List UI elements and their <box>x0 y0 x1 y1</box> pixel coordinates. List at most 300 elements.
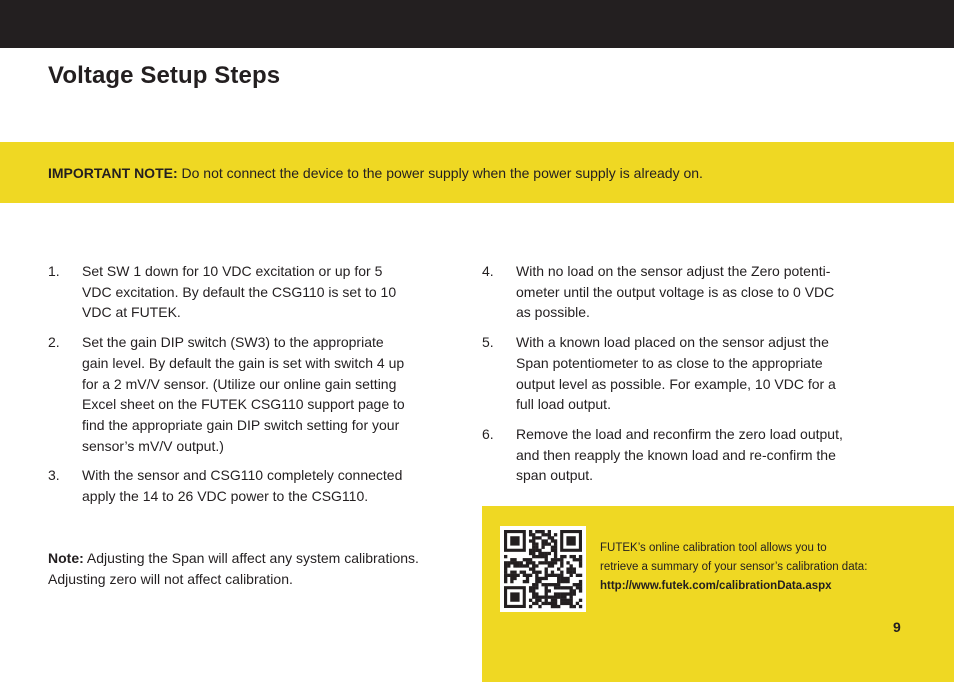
qr-module <box>510 580 513 583</box>
qr-module <box>507 561 510 564</box>
qr-module <box>551 564 554 567</box>
qr-module <box>516 574 519 577</box>
qr-module <box>529 530 532 533</box>
qr-module <box>551 571 554 574</box>
qr-module <box>535 596 538 599</box>
step-item <box>48 332 448 456</box>
qr-module <box>579 561 582 564</box>
qr-module <box>535 542 538 545</box>
qr-module <box>560 577 563 580</box>
step-number: 2. <box>48 334 60 351</box>
qr-module <box>532 592 535 595</box>
qr-module <box>504 580 507 583</box>
qr-module <box>507 564 510 567</box>
qr-module <box>548 530 551 533</box>
qr-module <box>554 549 557 552</box>
qr-code-icon[interactable] <box>500 526 586 612</box>
qr-module <box>566 599 569 602</box>
qr-module <box>545 571 548 574</box>
qr-module <box>576 602 579 605</box>
qr-module <box>535 599 538 602</box>
qr-module <box>532 542 535 545</box>
qr-module <box>541 533 544 536</box>
qr-module <box>523 564 526 567</box>
qr-module <box>504 571 507 574</box>
qr-module <box>541 596 544 599</box>
qr-module <box>545 596 548 599</box>
qr-module <box>563 599 566 602</box>
qr-module <box>510 558 513 561</box>
qr-module <box>576 558 579 561</box>
qr-module <box>507 574 510 577</box>
qr-module <box>532 552 535 555</box>
qr-module <box>510 561 513 564</box>
qr-module <box>557 577 560 580</box>
qr-module <box>535 580 538 583</box>
qr-module <box>535 549 538 552</box>
qr-module <box>579 574 582 577</box>
step-text-line: full load output. <box>516 396 611 413</box>
qr-module <box>557 583 560 586</box>
qr-module <box>523 571 526 574</box>
qr-module <box>532 596 535 599</box>
qr-module <box>504 555 507 558</box>
span-note-lead: Note: <box>48 550 84 566</box>
qr-module <box>545 599 548 602</box>
qr-module <box>551 602 554 605</box>
qr-module <box>570 592 573 595</box>
qr-module <box>554 599 557 602</box>
qr-module <box>554 602 557 605</box>
qr-module <box>535 571 538 574</box>
qr-module <box>538 536 541 539</box>
span-note-line2: Adjusting zero will not affect calibration. <box>48 571 293 587</box>
qr-module <box>541 539 544 542</box>
qr-module <box>535 530 538 533</box>
qr-module <box>532 571 535 574</box>
qr-module <box>545 592 548 595</box>
qr-module <box>529 599 532 602</box>
qr-module <box>560 555 563 558</box>
qr-module <box>532 583 535 586</box>
qr-module <box>573 592 576 595</box>
qr-module <box>570 567 573 570</box>
qr-module <box>579 589 582 592</box>
qr-module <box>548 602 551 605</box>
qr-module <box>551 596 554 599</box>
qr-module <box>548 533 551 536</box>
qr-module <box>563 577 566 580</box>
step-text-line: Set SW 1 down for 10 VDC excitation or up for 5 <box>82 263 383 279</box>
qr-module <box>570 596 573 599</box>
qr-module <box>554 561 557 564</box>
qr-module <box>566 561 569 564</box>
qr-module <box>538 549 541 552</box>
qr-module <box>548 552 551 555</box>
step-item <box>482 424 882 486</box>
qr-module <box>548 561 551 564</box>
qr-module <box>513 564 516 567</box>
qr-module <box>532 549 535 552</box>
qr-module <box>557 605 560 608</box>
calibration-line1: FUTEK’s online calibration tool allows you to <box>600 542 827 554</box>
qr-module <box>579 580 582 583</box>
qr-module <box>579 599 582 602</box>
qr-module <box>551 574 554 577</box>
qr-module <box>563 586 566 589</box>
qr-module <box>504 567 507 570</box>
qr-module <box>554 596 557 599</box>
qr-module <box>563 555 566 558</box>
qr-module <box>554 586 557 589</box>
qr-module <box>573 558 576 561</box>
step-text-line: VDC excitation. By default the CSG110 is set to 10 <box>82 283 397 300</box>
qr-module <box>579 583 582 586</box>
qr-module <box>526 561 529 564</box>
step-number: 5. <box>482 334 494 351</box>
qr-module <box>579 558 582 561</box>
step-item <box>48 465 448 506</box>
step-text-line: Span potentiometer to as close to the appropriate <box>516 354 823 371</box>
qr-module <box>532 539 535 542</box>
qr-module <box>526 577 529 580</box>
qr-finder <box>566 536 575 545</box>
qr-module <box>532 586 535 589</box>
qr-module <box>520 564 523 567</box>
qr-module <box>566 602 569 605</box>
qr-module <box>535 555 538 558</box>
qr-module <box>560 561 563 564</box>
qr-module <box>520 571 523 574</box>
qr-module <box>576 583 579 586</box>
qr-module <box>541 561 544 564</box>
qr-module <box>513 574 516 577</box>
step-text-line: gain level. By default the gain is set with switch 4 up <box>82 354 405 371</box>
qr-module <box>573 583 576 586</box>
qr-module <box>529 558 532 561</box>
qr-module <box>526 580 529 583</box>
step-text-line: for a 2 mV/V sensor. (Utilize our online gain setting <box>82 375 397 392</box>
qr-module <box>566 577 569 580</box>
qr-module <box>563 592 566 595</box>
qr-module <box>529 605 532 608</box>
qr-module <box>554 539 557 542</box>
qr-module <box>529 586 532 589</box>
step-item <box>482 332 882 415</box>
qr-module <box>541 577 544 580</box>
qr-module <box>541 555 544 558</box>
qr-module <box>551 539 554 542</box>
qr-module <box>532 602 535 605</box>
qr-module <box>560 602 563 605</box>
qr-module <box>535 564 538 567</box>
top-bar <box>0 0 954 48</box>
qr-module <box>579 564 582 567</box>
qr-module <box>516 561 519 564</box>
qr-module <box>541 552 544 555</box>
qr-module <box>538 580 541 583</box>
qr-module <box>529 549 532 552</box>
qr-module <box>545 583 548 586</box>
steps-right-column <box>482 261 882 495</box>
qr-module <box>573 567 576 570</box>
qr-module <box>560 564 563 567</box>
qr-module <box>526 564 529 567</box>
qr-module <box>545 533 548 536</box>
qr-module <box>554 583 557 586</box>
step-number: 3. <box>48 467 60 484</box>
qr-module <box>570 586 573 589</box>
qr-module <box>545 539 548 542</box>
qr-module <box>541 542 544 545</box>
qr-module <box>560 580 563 583</box>
qr-module <box>545 567 548 570</box>
qr-module <box>548 542 551 545</box>
qr-module <box>551 536 554 539</box>
span-note-line1: Adjusting the Span will affect any system calibrations. <box>86 550 419 566</box>
qr-module <box>538 530 541 533</box>
qr-module <box>526 574 529 577</box>
qr-module <box>579 605 582 608</box>
step-text-line: as possible. <box>516 304 590 321</box>
step-text-line: Set the gain DIP switch (SW3) to the appropriate <box>82 334 384 351</box>
step-number: 4. <box>482 263 494 279</box>
qr-module <box>538 561 541 564</box>
span-note <box>48 548 468 590</box>
qr-module <box>545 561 548 564</box>
qr-module <box>554 542 557 545</box>
qr-module <box>541 602 544 605</box>
page-title: Voltage Setup Steps <box>48 62 281 89</box>
step-text-line: With the sensor and CSG110 completely connected <box>82 467 403 484</box>
qr-module <box>513 577 516 580</box>
qr-module <box>538 605 541 608</box>
calibration-url-link[interactable]: http://www.futek.com/calibrationData.aspx <box>600 580 832 592</box>
step-item <box>48 261 448 323</box>
qr-module <box>560 574 563 577</box>
qr-module <box>532 536 535 539</box>
qr-module <box>551 546 554 549</box>
qr-module <box>563 602 566 605</box>
qr-module <box>532 567 535 570</box>
qr-module <box>545 602 548 605</box>
qr-module <box>548 536 551 539</box>
qr-module <box>570 564 573 567</box>
qr-module <box>551 599 554 602</box>
qr-module <box>535 602 538 605</box>
qr-module <box>566 571 569 574</box>
qr-module <box>573 555 576 558</box>
qr-module <box>548 596 551 599</box>
page-number: 9 <box>893 619 901 635</box>
qr-module <box>523 580 526 583</box>
qr-module <box>532 546 535 549</box>
qr-module <box>557 592 560 595</box>
qr-module <box>535 536 538 539</box>
qr-module <box>579 586 582 589</box>
calibration-text <box>600 539 930 596</box>
qr-module <box>560 599 563 602</box>
qr-module <box>557 596 560 599</box>
qr-module <box>510 577 513 580</box>
step-text-line: find the appropriate gain DIP switch setting for your <box>82 416 400 433</box>
qr-module <box>535 586 538 589</box>
step-item <box>482 261 882 323</box>
qr-module <box>551 549 554 552</box>
qr-module <box>566 580 569 583</box>
qr-module <box>545 558 548 561</box>
qr-module <box>538 596 541 599</box>
qr-module <box>529 539 532 542</box>
qr-module <box>529 567 532 570</box>
calibration-box <box>482 506 954 682</box>
qr-module <box>504 574 507 577</box>
qr-module <box>551 561 554 564</box>
step-text-line: sensor’s mV/V output.) <box>82 437 224 454</box>
steps-left-column <box>48 261 448 516</box>
qr-module <box>545 577 548 580</box>
qr-module <box>548 583 551 586</box>
step-text-line: With no load on the sensor adjust the Zero potenti- <box>516 263 831 279</box>
qr-module <box>560 592 563 595</box>
qr-module <box>560 596 563 599</box>
qr-module <box>523 558 526 561</box>
qr-module <box>510 571 513 574</box>
calibration-line2: retrieve a summary of your sensor’s calibration data: <box>600 561 868 573</box>
qr-module <box>548 589 551 592</box>
qr-module <box>557 558 560 561</box>
qr-module <box>532 564 535 567</box>
qr-module <box>560 571 563 574</box>
qr-module <box>573 605 576 608</box>
qr-module <box>570 605 573 608</box>
qr-module <box>541 583 544 586</box>
step-text-line: With a known load placed on the sensor adjust the <box>516 334 829 351</box>
qr-module <box>535 574 538 577</box>
qr-module <box>579 555 582 558</box>
qr-module <box>532 533 535 536</box>
qr-module <box>560 558 563 561</box>
qr-module <box>554 574 557 577</box>
qr-module <box>523 574 526 577</box>
step-text-line: VDC at FUTEK. <box>82 304 181 321</box>
qr-module <box>551 583 554 586</box>
qr-module <box>532 555 535 558</box>
qr-module <box>560 586 563 589</box>
qr-module <box>557 574 560 577</box>
qr-module <box>532 589 535 592</box>
qr-module <box>566 567 569 570</box>
qr-module <box>510 574 513 577</box>
qr-module <box>551 605 554 608</box>
qr-module <box>535 592 538 595</box>
step-number: 1. <box>48 263 60 279</box>
qr-module <box>548 564 551 567</box>
qr-module <box>554 533 557 536</box>
qr-module <box>538 577 541 580</box>
qr-module <box>529 552 532 555</box>
qr-module <box>570 574 573 577</box>
step-text-line: span output. <box>516 467 594 484</box>
qr-module <box>554 605 557 608</box>
step-text-line: output level as possible. For example, 10 VDC for a <box>516 375 836 392</box>
qr-module <box>554 555 557 558</box>
qr-module <box>535 577 538 580</box>
qr-module <box>545 574 548 577</box>
qr-module <box>529 589 532 592</box>
step-text-line: apply the 14 to 26 VDC power to the CSG110. <box>82 488 369 505</box>
important-note-text: Do not connect the device to the power supply when the power supply is already on. <box>181 165 703 181</box>
qr-module <box>573 571 576 574</box>
qr-module <box>532 561 535 564</box>
qr-module <box>557 586 560 589</box>
qr-module <box>545 589 548 592</box>
qr-module <box>563 580 566 583</box>
step-text-line: ometer until the output voltage is as close to 0 VDC <box>516 283 835 300</box>
qr-module <box>557 567 560 570</box>
qr-finder <box>510 592 519 601</box>
qr-module <box>548 574 551 577</box>
qr-module <box>529 574 532 577</box>
qr-module <box>551 558 554 561</box>
qr-module <box>541 546 544 549</box>
qr-module <box>545 552 548 555</box>
qr-module <box>526 558 529 561</box>
qr-finder <box>510 536 519 545</box>
qr-module <box>513 571 516 574</box>
qr-module <box>566 586 569 589</box>
qr-module <box>554 592 557 595</box>
qr-module <box>554 546 557 549</box>
qr-code-graphic <box>500 526 586 612</box>
important-note-lead: IMPORTANT NOTE: <box>48 165 178 181</box>
qr-module <box>538 571 541 574</box>
qr-module <box>538 552 541 555</box>
qr-module <box>545 542 548 545</box>
qr-module <box>520 561 523 564</box>
important-note <box>48 165 703 181</box>
step-text-line: Excel sheet on the FUTEK CSG110 support page to <box>82 396 405 413</box>
qr-module <box>516 564 519 567</box>
qr-module <box>538 599 541 602</box>
qr-module <box>576 586 579 589</box>
qr-module <box>554 558 557 561</box>
step-text-line: Remove the load and reconfirm the zero load output, <box>516 425 843 442</box>
qr-module <box>570 599 573 602</box>
qr-module <box>545 586 548 589</box>
qr-module <box>554 552 557 555</box>
qr-module <box>563 596 566 599</box>
qr-module <box>541 530 544 533</box>
qr-module <box>570 589 573 592</box>
qr-module <box>529 533 532 536</box>
step-number: 6. <box>482 425 494 442</box>
qr-module <box>570 602 573 605</box>
qr-module <box>504 564 507 567</box>
qr-module <box>535 583 538 586</box>
qr-module <box>570 571 573 574</box>
qr-module <box>513 561 516 564</box>
qr-module <box>529 561 532 564</box>
qr-module <box>557 580 560 583</box>
qr-module <box>545 555 548 558</box>
qr-module <box>513 558 516 561</box>
qr-module <box>538 555 541 558</box>
qr-module <box>573 589 576 592</box>
qr-module <box>566 592 569 595</box>
qr-module <box>570 555 573 558</box>
step-text-line: and then reapply the known load and re-confirm the <box>516 446 836 463</box>
